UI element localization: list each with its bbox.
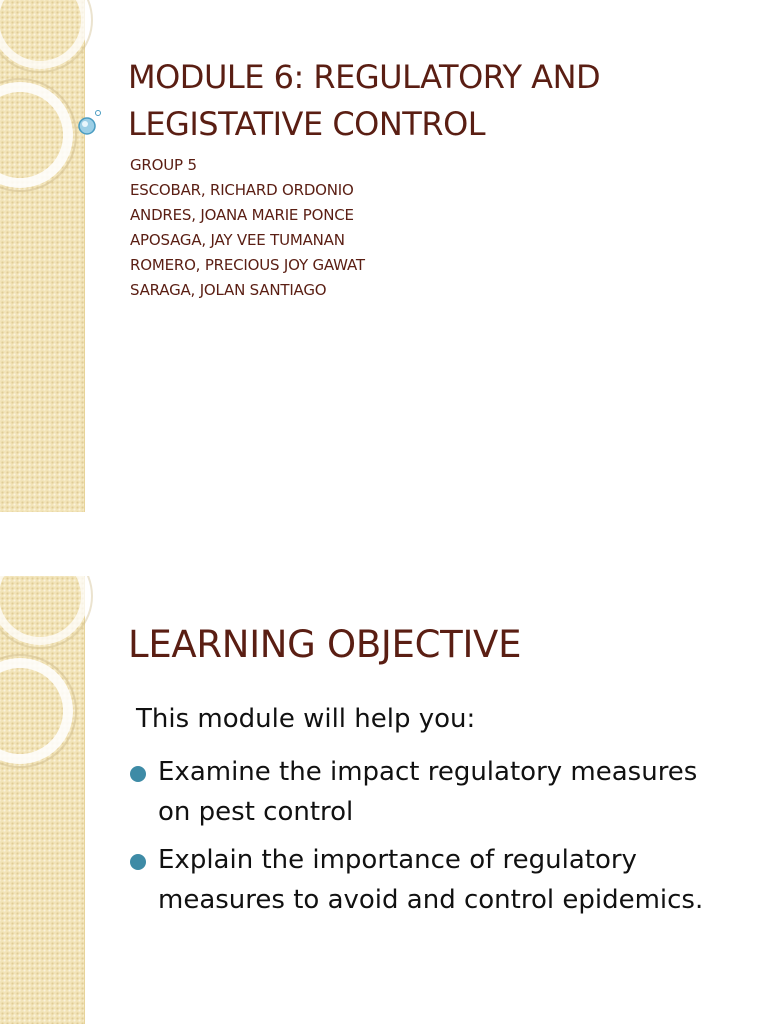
bullet-icon	[130, 854, 146, 870]
decorative-side-band	[0, 0, 85, 512]
decorative-side-band	[0, 576, 85, 1024]
intro-text: This module will help you:	[136, 704, 476, 734]
member-name: APOSAGA, JAY VEE TUMANAN	[130, 231, 345, 249]
slide-separator	[0, 512, 768, 576]
section-heading: LEARNING OBJECTIVE	[128, 623, 522, 666]
member-name: ANDRES, JOANA MARIE PONCE	[130, 206, 354, 224]
member-name: ROMERO, PRECIOUS JOY GAWAT	[130, 256, 365, 274]
slide-title	[128, 54, 748, 148]
list-item-line: Explain the importance of regulatory	[158, 845, 637, 875]
list-item	[128, 840, 748, 920]
bullet-icon	[130, 766, 146, 782]
list-item-line: on pest control	[158, 797, 354, 827]
slide-title-line: LEGISTATIVE CONTROL	[128, 105, 486, 143]
objective-slide	[0, 576, 768, 1024]
list-item-line: measures to avoid and control epidemics.	[158, 885, 704, 915]
list-item-line: Examine the impact regulatory measures	[158, 757, 698, 787]
group-member-list	[130, 153, 365, 303]
member-name: SARAGA, JOLAN SANTIAGO	[130, 281, 327, 299]
slide-title-line: MODULE 6: REGULATORY AND	[128, 58, 601, 96]
member-name: ESCOBAR, RICHARD ORDONIO	[130, 181, 354, 199]
group-label: GROUP 5	[130, 156, 197, 174]
objective-list	[128, 752, 748, 928]
list-item	[128, 752, 748, 832]
